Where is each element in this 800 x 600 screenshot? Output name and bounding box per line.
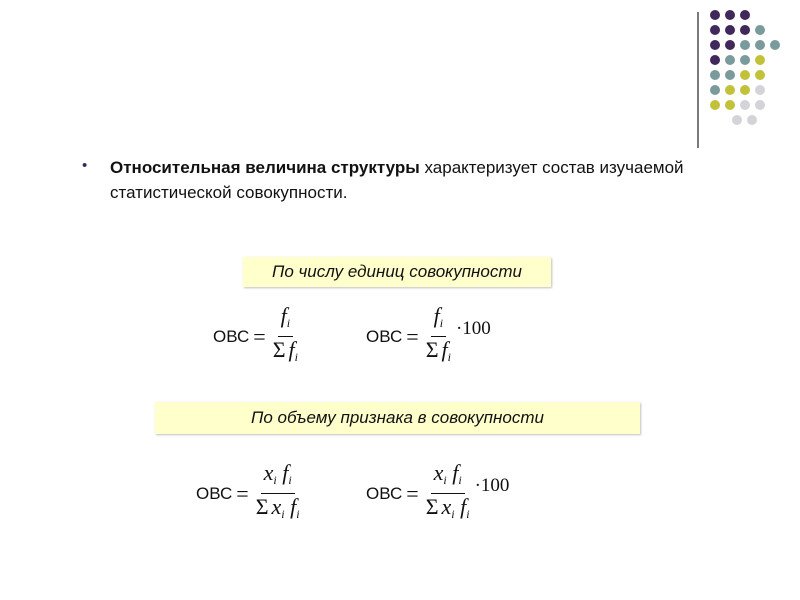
sum-symbol: Σ — [272, 337, 286, 362]
decorative-dot-grid — [710, 10, 780, 130]
decorative-dot — [710, 55, 720, 65]
sum-symbol: Σ — [255, 494, 269, 519]
decorative-dot — [755, 100, 765, 110]
fraction — [270, 303, 301, 370]
decorative-dot — [740, 100, 750, 110]
sum-symbol: Σ — [425, 337, 439, 362]
decorative-dot — [755, 40, 765, 50]
decorative-dot — [770, 40, 780, 50]
decorative-dot — [740, 40, 750, 50]
term-bold: Относительная величина структуры — [110, 158, 420, 177]
decorative-dot — [740, 55, 750, 65]
decorative-dot — [755, 25, 765, 35]
decorative-dot — [710, 85, 720, 95]
denominator: Σ $f_i$ — [425, 337, 451, 364]
fraction — [423, 303, 454, 370]
decorative-dot — [725, 85, 735, 95]
multiplier-100: ·100 — [455, 317, 491, 339]
bullet-icon: • — [82, 157, 88, 174]
formula-share-percent — [366, 303, 491, 370]
decorative-dot — [710, 100, 720, 110]
caption-by-unit-count: По числу единиц совокупности — [243, 257, 551, 287]
decorative-dot — [710, 70, 720, 80]
formula-volume-share — [196, 460, 303, 527]
decorative-dot — [755, 70, 765, 80]
denominator: Σ $x_i$ $f_i$ — [425, 494, 470, 521]
formula-lhs: ОВС — [366, 483, 403, 503]
decorative-dot — [710, 25, 720, 35]
equals-sign: = — [253, 323, 266, 349]
formula-lhs: ОВС — [366, 326, 403, 346]
multiplier-100: ·100 — [474, 474, 510, 496]
decorative-dot — [725, 40, 735, 50]
denominator: Σ $f_i$ — [272, 337, 298, 364]
decorative-vertical-line — [697, 12, 699, 148]
decorative-dot — [732, 115, 742, 125]
formula-share — [213, 303, 301, 370]
sum-symbol: Σ — [425, 494, 439, 519]
formula-volume-share-percent — [366, 460, 509, 527]
decorative-dot — [755, 55, 765, 65]
decorative-dot — [740, 70, 750, 80]
term-description: характеризует состав изучаемой статистической совокупности. — [110, 158, 684, 202]
decorative-dot — [725, 70, 735, 80]
numerator: $f_i$ — [278, 303, 293, 337]
caption-by-attribute-volume: По объему признака в совокупности — [155, 402, 640, 434]
decorative-dot — [740, 85, 750, 95]
decorative-dot — [740, 25, 750, 35]
fraction — [253, 460, 303, 527]
numerator: $x_i$ $f_i$ — [261, 460, 295, 494]
decorative-dot — [710, 10, 720, 20]
structure-description — [110, 155, 690, 205]
decorative-dot — [725, 25, 735, 35]
decorative-dot — [755, 85, 765, 95]
equals-sign: = — [406, 323, 419, 349]
formula-lhs: ОВС — [213, 326, 250, 346]
decorative-dot — [725, 55, 735, 65]
decorative-dot — [740, 10, 750, 20]
decorative-dot — [725, 10, 735, 20]
numerator: $x_i$ $f_i$ — [431, 460, 465, 494]
formula-lhs: ОВС — [196, 483, 233, 503]
numerator: $f_i$ — [431, 303, 446, 337]
denominator: Σ $x_i$ $f_i$ — [255, 494, 300, 521]
decorative-dot — [725, 100, 735, 110]
fraction — [423, 460, 473, 527]
decorative-dot — [710, 40, 720, 50]
equals-sign: = — [406, 480, 419, 506]
equals-sign: = — [236, 480, 249, 506]
decorative-dot — [747, 115, 757, 125]
